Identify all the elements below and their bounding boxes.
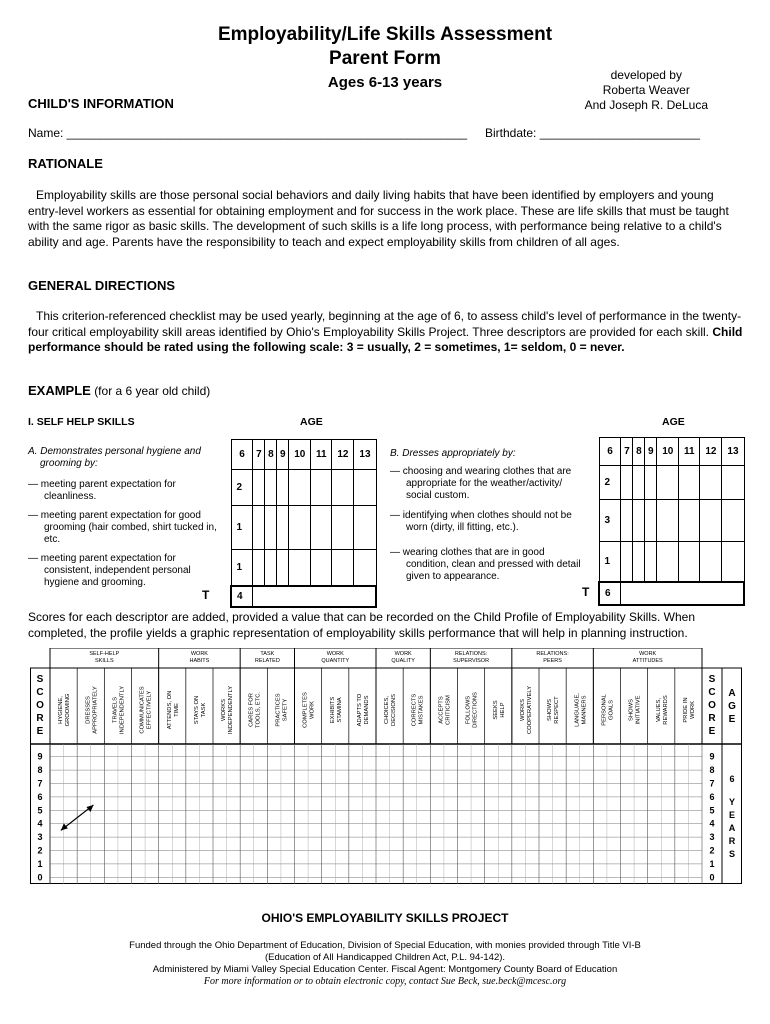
age-cell: 9 [277,440,289,470]
score-cell[interactable] [277,550,289,586]
age-cell: 11 [679,438,700,466]
skill-header [303,692,316,728]
group-label: WORK [326,651,344,657]
skill-label: MISTAKES [418,695,425,725]
scale-value: 7 [709,778,715,789]
score-letter: O [36,700,44,711]
scale-value: 2 [37,845,43,856]
score-letter: R [708,713,716,724]
score-cell[interactable]: 3 [599,500,621,542]
score-cell[interactable]: 1 [231,506,253,550]
score-cell[interactable] [633,466,645,500]
skill-label: CARES FOR [248,693,255,727]
score-letter: O [708,700,716,711]
skill-header [493,700,506,719]
scores-explanation: Scores for each descriptor are added, provided a value that can be recorded on the Child Profile of Employability Skills. When completed, the profile yields a graphic representation of employability skills performance that will help in planning instruction. [28,610,696,640]
group-label: WORK [639,651,657,657]
skill-header [411,694,424,727]
total-cell[interactable]: 4 [231,586,253,607]
skill-header [574,693,587,727]
score-cell[interactable] [311,506,332,550]
age-cell: 6 [599,438,621,466]
score-cell[interactable] [679,500,700,542]
age-side-letter: E [728,810,736,820]
scale-value: 3 [37,832,43,843]
descriptor-b-item-1: — choosing and wearing clothes that are appropriate for the weather/activity/ social custom. [390,466,572,501]
developed-by-line: developed by [610,68,682,82]
age-letter: G [728,701,736,712]
descriptor-b-title: B. Dresses appropriately by: [390,448,516,459]
scale-value: 1 [37,858,43,869]
skill-label: LANGUAGE, [574,693,581,727]
example-heading [28,383,210,398]
age-cell: 8 [633,438,645,466]
page-subtitle: Parent Form [329,48,441,69]
skill-header [330,697,343,724]
scale-value: 4 [37,818,43,829]
score-cell[interactable] [679,542,700,582]
skill-label: INDEPENDENTLY [119,685,126,735]
score-cell[interactable]: 1 [231,550,253,586]
skill-label: SHOWS [628,699,635,721]
total-cell[interactable]: 6 [599,582,621,605]
score-cell[interactable] [633,500,645,542]
scale-value: 4 [709,818,715,829]
group-label: WORK [394,651,412,657]
skill-label: PRIDE IN [682,697,689,723]
group-label: SUPERVISOR [453,658,490,664]
descriptor-a-item-3: — meeting parent expectation for consistent, independent personal hygiene and grooming. [28,553,191,588]
group-label: WORK [190,651,208,657]
skill-label: EXHIBITS [329,696,336,724]
rationale-text: Employability skills are those personal social behaviors and daily living habits that have been identified by employers and young entry-level workers as essential for obtaining employment and for success in the work place. These are life skills that must be taught with the same rigor as basic skills. The development of such skills is a life long process, with performance being relative to a child's ability and age. Parents have the responsibility to teach and expect employability skills from children of all ages. [28,188,729,249]
arrow-head [61,823,68,830]
scale-value: 0 [37,872,43,883]
score-letter: S [36,674,44,685]
skill-header [221,686,234,734]
skill-header [520,686,533,734]
score-cell[interactable]: 1 [599,542,621,582]
score-cell[interactable]: 2 [599,466,621,500]
administration-line: Administered by Miami Valley Special Education Center. Fiscal Agent: Montgomery County Board of Education [152,964,618,975]
score-cell[interactable] [621,500,633,542]
scale-value: 8 [709,765,715,776]
skill-label: PRACTICES [275,693,282,727]
skill-label: EFFECTIVELY [146,690,153,730]
funding-line: Funded through the Ohio Department of Education, Division of Special Education, with monies provided through Title VI-B [129,940,641,951]
score-cell[interactable] [265,550,277,586]
skill-label: ACCEPTS [438,696,445,724]
skill-label: VALUES, [655,697,662,723]
score-cell[interactable] [332,506,354,550]
directions-heading: GENERAL DIRECTIONS [28,278,176,293]
age-cell: 12 [332,440,354,470]
score-letter: C [708,687,716,698]
skill-header [275,693,288,726]
score-cell[interactable] [722,542,744,582]
skill-label: SHOWS [547,699,554,721]
contact-line: For more information or to obtain electronic copy, contact Sue Beck, sue.beck@mcesc.org [203,976,567,987]
scale-value: 5 [709,805,715,816]
skill-label: TIME [173,703,180,717]
skill-label: INITIATIVE [635,695,642,725]
score-cell[interactable] [645,500,657,542]
birthdate-field[interactable]: Birthdate: ________________________ [485,126,700,140]
score-cell[interactable] [657,466,679,500]
age-cell: 13 [354,440,376,470]
score-cell[interactable] [253,470,265,506]
skill-label: CHOICES, [384,695,391,725]
score-cell[interactable] [277,470,289,506]
skill-label: REWARDS [662,695,669,725]
score-cell[interactable] [722,466,744,500]
score-cell[interactable] [354,470,376,506]
rationale-heading: RATIONALE [28,156,103,171]
score-letter: S [708,674,716,685]
age-table-left [230,439,377,608]
skill-label: HELP [499,702,506,718]
profile-chart [30,648,742,884]
skill-label: HYGIENE, [58,696,65,724]
scale-value: 8 [37,765,43,776]
skill-label: COMPLETES [302,692,309,728]
skill-label: APPROPRIATELY [92,686,99,734]
age-letter: A [728,688,736,699]
score-cell[interactable]: 2 [231,470,253,506]
rating-scale: Child performance should be rated using the following scale: 3 = usually, 2 = sometimes, 1= seldom, 0 = never. [28,324,743,354]
skill-label: ADAPTS TO [356,693,363,727]
skill-label: WORK [309,700,316,720]
skill-label: DECISIONS [391,694,398,726]
skill-label: TRAVELS [112,697,119,723]
skill-label: COOPERATIVELY [526,685,533,735]
descriptor-a-item-1: — meeting parent expectation for cleanliness. [28,479,176,502]
scale-value: 1 [709,858,715,869]
skill-header [58,693,71,726]
score-cell[interactable] [289,550,311,586]
name-field[interactable]: Name: ____________________________________________________________ [28,126,468,140]
score-cell[interactable] [700,466,722,500]
score-cell[interactable] [253,506,265,550]
skill-header [167,691,180,730]
score-cell[interactable] [265,506,277,550]
group-label: PEERS [543,658,562,664]
score-cell[interactable] [621,542,633,582]
scale-value: 6 [37,791,43,802]
scale-value: 3 [709,832,715,843]
skill-label: MANNERS [581,695,588,725]
score-cell[interactable] [657,500,679,542]
footer-title: OHIO'S EMPLOYABILITY SKILLS PROJECT [261,911,509,925]
skill-label: STAYS ON [193,695,200,725]
skill-label: WORKS [519,699,526,721]
group-label: QUALITY [391,658,415,664]
profile-grid [30,648,742,884]
score-cell[interactable] [700,500,722,542]
scale-value: 6 [709,791,715,802]
scale-value: 9 [37,751,43,762]
group-label: TASK [260,651,275,657]
skill-label: ATTENDS, ON [166,690,173,730]
age-side-letter: S [728,849,736,859]
score-cell[interactable] [311,470,332,506]
scale-value: 7 [37,778,43,789]
score-cell[interactable] [722,500,744,542]
group-label: RELATED [254,658,280,664]
score-letter: C [36,687,44,698]
age-label-right: AGE [662,416,685,428]
childs-info-heading: CHILD'S INFORMATION [28,96,174,111]
skill-label: SEEKS [492,700,499,720]
skill-header [656,695,669,725]
age-letter: E [728,714,736,725]
group-label: SKILLS [95,658,114,664]
total-label-left: T [202,588,210,602]
score-cell[interactable] [354,506,376,550]
score-cell[interactable] [311,550,332,586]
directions-text [28,309,744,356]
age-cell: 7 [253,440,265,470]
skill-label: DEMANDS [363,695,370,725]
age-side-letter: A [728,823,736,833]
score-cell[interactable] [679,466,700,500]
age-range: Ages 6-13 years [327,74,443,91]
group-label: RELATIONS: [536,651,569,657]
skill-label: CORRECTS [411,693,418,727]
skill-header [85,686,98,734]
scale-value: 9 [709,751,715,762]
age-label-left: AGE [300,416,323,428]
skill-label: FOLLOWS [465,695,472,725]
age-side-letter: Y [728,797,736,807]
skill-label: RESPECT [554,696,561,724]
total-span [621,582,744,605]
age-side-letter: R [728,836,736,846]
score-letter: E [36,726,44,737]
skill-label: COMMUNICATES [139,686,146,734]
scale-value: 0 [709,872,715,883]
skill-header [547,696,560,724]
age-cell: 6 [231,440,253,470]
descriptor-b-item-3: — wearing clothes that are in good condition, clean and pressed with detail given to appearance. [390,547,581,582]
skill-header [248,692,261,728]
score-cell[interactable] [354,550,376,586]
group-label: HABITS [189,658,210,664]
skill-header [438,695,451,725]
directions-body: This criterion-referenced checklist may be used yearly, beginning at the age of 6, to assess child's level of performance in the twenty-four critical employability skill areas identified by Ohio's Employability Skills Project. Three descriptors are provided for each skill. [28,309,742,339]
age-cell: 13 [722,438,744,466]
skill-label: WORK [689,700,696,720]
group-label: RELATIONS: [454,651,488,657]
score-cell[interactable] [645,466,657,500]
score-cell[interactable] [700,542,722,582]
score-cell[interactable] [332,550,354,586]
developed-by [585,68,708,113]
skill-header [357,693,370,726]
skill-header [140,686,153,733]
age-cell: 12 [700,438,722,466]
skill-header [384,694,397,726]
funding-line: (Education of All Handicapped Children Act, P.L. 94-142). [264,952,506,963]
skill-header [466,692,479,728]
age-side-letter: 6 [729,774,735,784]
score-cell[interactable] [633,542,645,582]
skill-header [601,693,614,725]
scale-value: 2 [709,845,715,856]
score-cell[interactable] [277,506,289,550]
descriptor-b-item-2: — identifying when clothes should not be worn (dirty, ill fitting, etc.). [390,510,572,533]
skill-label: GROOMING [65,693,72,727]
age-cell: 10 [657,438,679,466]
score-letter: R [36,713,44,724]
score-letter: E [708,726,716,737]
skill-header [194,696,207,724]
skill-label: TASK [200,702,207,718]
descriptor-a-item-2: — meeting parent expectation for good grooming (hair combed, shirt tucked in, etc. [28,510,217,545]
skill-label: WORKS [221,699,228,721]
age-cell: 11 [311,440,332,470]
age-cell: 8 [265,440,277,470]
score-cell[interactable] [253,550,265,586]
page-title: Employability/Life Skills Assessment [217,24,553,45]
descriptor-a-title: A. Demonstrates personal hygiene and grooming by: [28,446,201,469]
skill-label: CRITICISM [445,695,452,725]
example-title: EXAMPLE [28,383,91,398]
self-help-label: I. SELF HELP SKILLS [28,416,135,428]
score-cell[interactable] [265,470,277,506]
score-cell[interactable] [289,470,311,506]
skill-label: SAFETY [282,698,289,722]
score-cell[interactable] [289,506,311,550]
developed-by-line: Roberta Weaver [602,83,690,97]
age-cell: 9 [645,438,657,466]
age-cell: 7 [621,438,633,466]
developed-by-line: And Joseph R. DeLuca [584,98,708,112]
age-table-right [598,437,745,606]
skill-header [629,695,642,724]
total-label-right: T [582,585,590,599]
skill-label: INDEPENDENTLY [228,685,235,735]
score-cell[interactable] [621,466,633,500]
group-label: ATTITUDES [632,658,663,664]
example-note: (for a 6 year old child) [94,384,211,398]
arrow-head [86,805,93,812]
skill-label: DRESSES [85,696,92,724]
skill-label: PERSONAL [601,694,608,726]
skill-label: GOALS [608,700,615,720]
skill-header [683,697,696,722]
skill-label: STAMINA [336,697,343,723]
score-cell[interactable] [657,542,679,582]
group-label: QUANTITY [321,658,350,664]
scale-value: 5 [37,805,43,816]
score-cell[interactable] [645,542,657,582]
total-span [253,586,376,607]
skill-label: DIRECTIONS [472,692,479,728]
skill-label: TOOLS, ETC. [255,692,262,728]
skill-header [112,686,125,734]
group-label: SELF-HELP [89,651,120,657]
score-cell[interactable] [332,470,354,506]
age-cell: 10 [289,440,311,470]
